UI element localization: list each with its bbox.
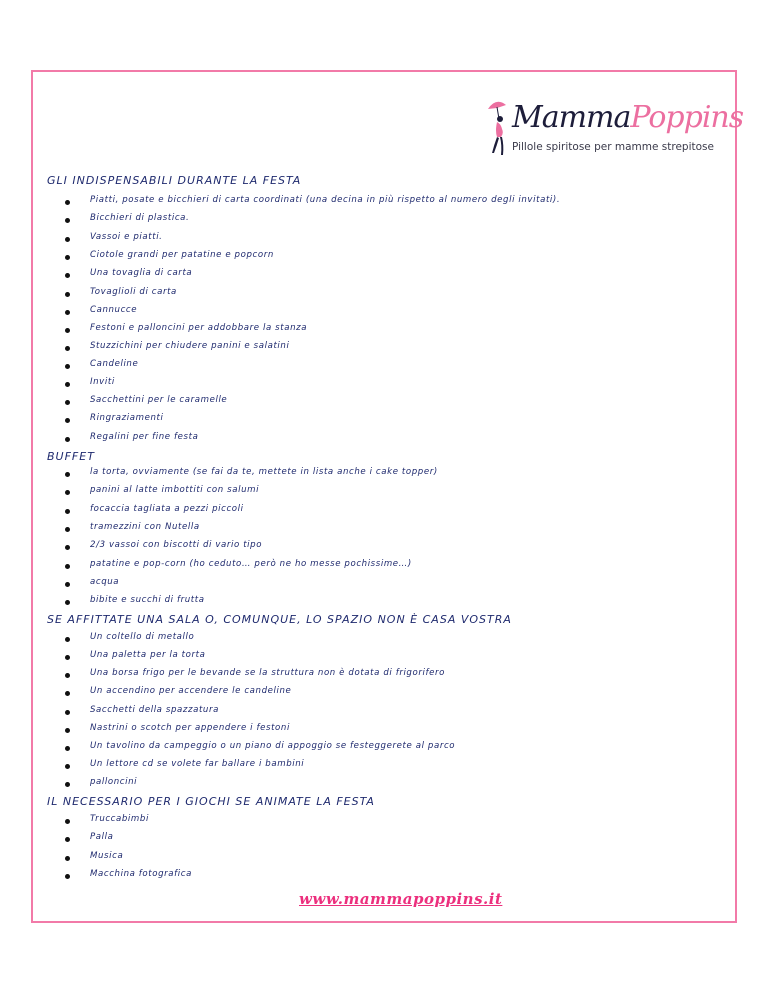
list-item: Ringraziamenti — [90, 413, 164, 423]
list-item: la torta, ovviamente (se fai da te, mettete in lista anche i cake topper) — [90, 467, 438, 477]
bullet-icon — [65, 400, 70, 405]
list-item: Un tavolino da campeggio o un piano di appoggio se festeggerete al parco — [90, 741, 456, 751]
bullet-icon — [65, 545, 70, 550]
list-item: Cannucce — [90, 305, 138, 315]
bullet-icon — [65, 691, 70, 696]
list-item: acqua — [90, 577, 120, 587]
bullet-icon — [65, 437, 70, 442]
bullet-icon — [65, 874, 70, 879]
list-item: Un lettore cd se volete far ballare i bambini — [90, 759, 305, 769]
list-item: patatine e pop-corn (ho ceduto… però ne ho messe pochissime…) — [90, 559, 412, 569]
logo-tagline: Pillole spiritose per mamme strepitose — [512, 141, 714, 153]
bullet-icon — [65, 837, 70, 842]
list-item: palloncini — [90, 777, 138, 787]
list-item: bibite e succhi di frutta — [90, 595, 205, 605]
list-item: Vassoi e piatti. — [90, 232, 163, 242]
list-item: Regalini per fine festa — [90, 432, 199, 442]
bullet-icon — [65, 746, 70, 751]
bullet-icon — [65, 856, 70, 861]
list-item: Una tovaglia di carta — [90, 268, 193, 278]
list-item: panini al latte imbottiti con salumi — [90, 485, 260, 495]
bullet-icon — [65, 273, 70, 278]
bullet-icon — [65, 364, 70, 369]
website-link[interactable]: www.mammapoppins.it — [299, 890, 503, 908]
bullet-icon — [65, 328, 70, 333]
bullet-icon — [65, 237, 70, 242]
bullet-icon — [65, 382, 70, 387]
list-item: Palla — [90, 832, 114, 842]
bullet-icon — [65, 728, 70, 733]
list-item: Sacchettini per le caramelle — [90, 395, 228, 405]
mammapoppins-logo — [484, 95, 744, 161]
list-item: Inviti — [90, 377, 115, 387]
bullet-icon — [65, 472, 70, 477]
list-item: focaccia tagliata a pezzi piccoli — [90, 504, 244, 514]
list-item: 2/3 vassoi con biscotti di vario tipo — [90, 540, 263, 550]
bullet-icon — [65, 582, 70, 587]
list-item: Una borsa frigo per le bevande se la struttura non è dotata di frigorifero — [90, 668, 445, 678]
list-item: Nastrini o scotch per appendere i festoni — [90, 723, 290, 733]
logo-word-poppins: Poppins — [630, 100, 744, 135]
section-title: IL NECESSARIO PER I GIOCHI SE ANIMATE LA FESTA — [47, 795, 375, 808]
bullet-icon — [65, 255, 70, 260]
bullet-icon — [65, 600, 70, 605]
section-title: GLI INDISPENSABILI DURANTE LA FESTA — [47, 174, 302, 187]
bullet-icon — [65, 509, 70, 514]
bullet-icon — [65, 655, 70, 660]
list-item: Un accendino per accendere le candeline — [90, 686, 292, 696]
bullet-icon — [65, 490, 70, 495]
bullet-icon — [65, 418, 70, 423]
list-item: Tovaglioli di carta — [90, 287, 177, 297]
list-item: Musica — [90, 851, 124, 861]
section-title: BUFFET — [47, 450, 95, 463]
list-item: Ciotole grandi per patatine e popcorn — [90, 250, 274, 260]
bullet-icon — [65, 310, 70, 315]
bullet-icon — [65, 564, 70, 569]
bullet-icon — [65, 782, 70, 787]
list-item: Una paletta per la torta — [90, 650, 206, 660]
bullet-icon — [65, 527, 70, 532]
bullet-icon — [65, 637, 70, 642]
list-item: Stuzzichini per chiudere panini e salatini — [90, 341, 290, 351]
list-item: Macchina fotografica — [90, 869, 192, 879]
woman-with-umbrella-icon — [484, 95, 514, 161]
list-item: Truccabimbi — [90, 814, 149, 824]
list-item: Bicchieri di plastica. — [90, 213, 190, 223]
bullet-icon — [65, 346, 70, 351]
list-item: Piatti, posate e bicchieri di carta coordinati (una decina in più rispetto al numero degli invitati). — [90, 195, 561, 205]
list-item: Un coltello di metallo — [90, 632, 195, 642]
bullet-icon — [65, 200, 70, 205]
section-title: SE AFFITTATE UNA SALA O, COMUNQUE, LO SPAZIO NON È CASA VOSTRA — [47, 613, 512, 626]
bullet-icon — [65, 819, 70, 824]
logo-word-mamma: Mamma — [512, 100, 631, 135]
list-item: Sacchetti della spazzatura — [90, 705, 219, 715]
list-item: tramezzini con Nutella — [90, 522, 200, 532]
bullet-icon — [65, 673, 70, 678]
bullet-icon — [65, 710, 70, 715]
list-item: Candeline — [90, 359, 139, 369]
bullet-icon — [65, 764, 70, 769]
bullet-icon — [65, 218, 70, 223]
bullet-icon — [65, 292, 70, 297]
list-item: Festoni e palloncini per addobbare la stanza — [90, 323, 308, 333]
